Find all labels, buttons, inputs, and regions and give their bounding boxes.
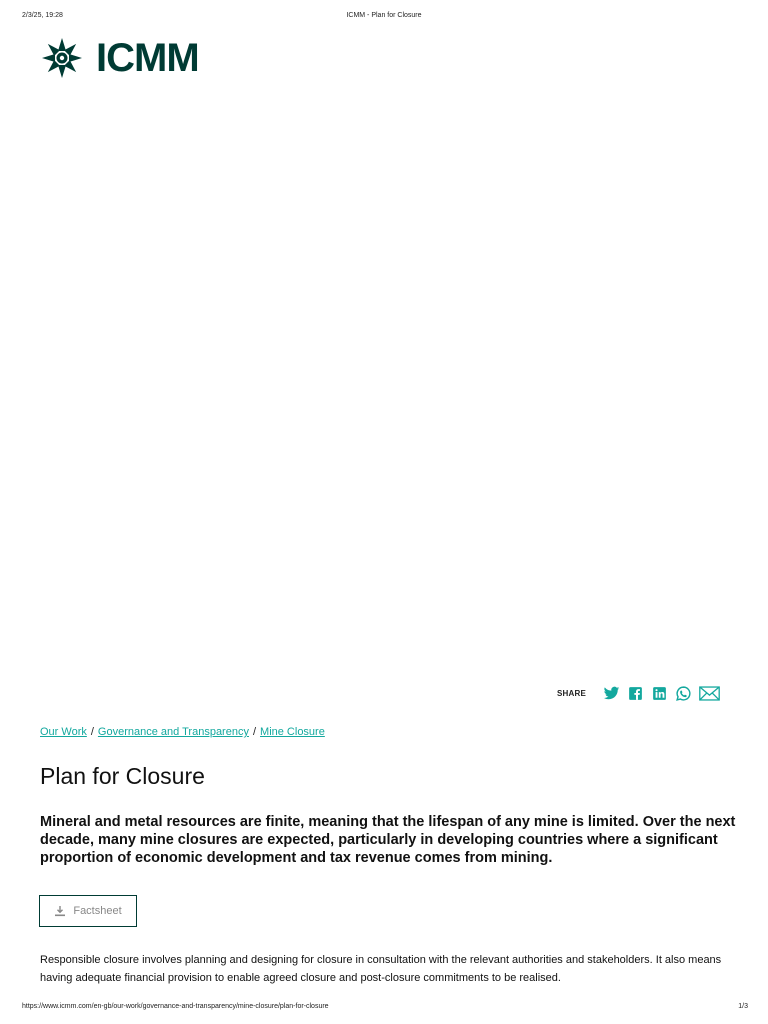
- breadcrumb-link-mine-closure[interactable]: Mine Closure: [260, 726, 325, 738]
- breadcrumb-link-governance-and-transparency[interactable]: Governance and Transparency: [97, 726, 249, 738]
- facebook-icon[interactable]: [627, 685, 644, 702]
- body-paragraph: Responsible closure involves planning and designing for closure in consultation with the relevant authorities and stakeholders. It also means having adequate financial provision to enable agreed closure and post-closure commitments to be realised.: [40, 954, 722, 984]
- logo-text: ICMM: [96, 36, 199, 80]
- breadcrumb: [40, 726, 325, 738]
- factsheet-label: Factsheet: [73, 905, 122, 917]
- email-icon[interactable]: [699, 685, 720, 702]
- breadcrumb-separator: /: [252, 726, 257, 738]
- print-footer: [0, 1003, 768, 1013]
- share-bar: [557, 684, 720, 702]
- breadcrumb-separator: /: [90, 726, 94, 738]
- download-icon: [54, 905, 66, 917]
- linkedin-icon[interactable]: [651, 685, 668, 702]
- lead-paragraph: Mineral and metal resources are finite, meaning that the lifespan of any mine is limited. Over the next decade, many mine closures are expected, particularly in developing countries where a significant proportion of economic development and tax revenue comes from mining.: [40, 814, 736, 866]
- whatsapp-icon[interactable]: [675, 685, 692, 702]
- factsheet-download-button[interactable]: [39, 895, 137, 927]
- icmm-logo[interactable]: [40, 37, 199, 79]
- print-page-number: 1/3: [738, 1003, 748, 1010]
- share-label: SHARE: [556, 688, 586, 698]
- print-header: [0, 12, 768, 22]
- print-datetime: 2/3/25, 19:28: [22, 12, 63, 19]
- print-doc-title: ICMM - Plan for Closure: [346, 12, 422, 19]
- print-url: https://www.icmm.com/en-gb/our-work/governance-and-transparency/mine-closure/plan-for-closure: [22, 1003, 329, 1010]
- icmm-logo-icon: [40, 37, 84, 79]
- twitter-icon[interactable]: [603, 685, 620, 702]
- page-title: Plan for Closure: [40, 763, 205, 789]
- breadcrumb-link-our-work[interactable]: Our Work: [40, 726, 87, 738]
